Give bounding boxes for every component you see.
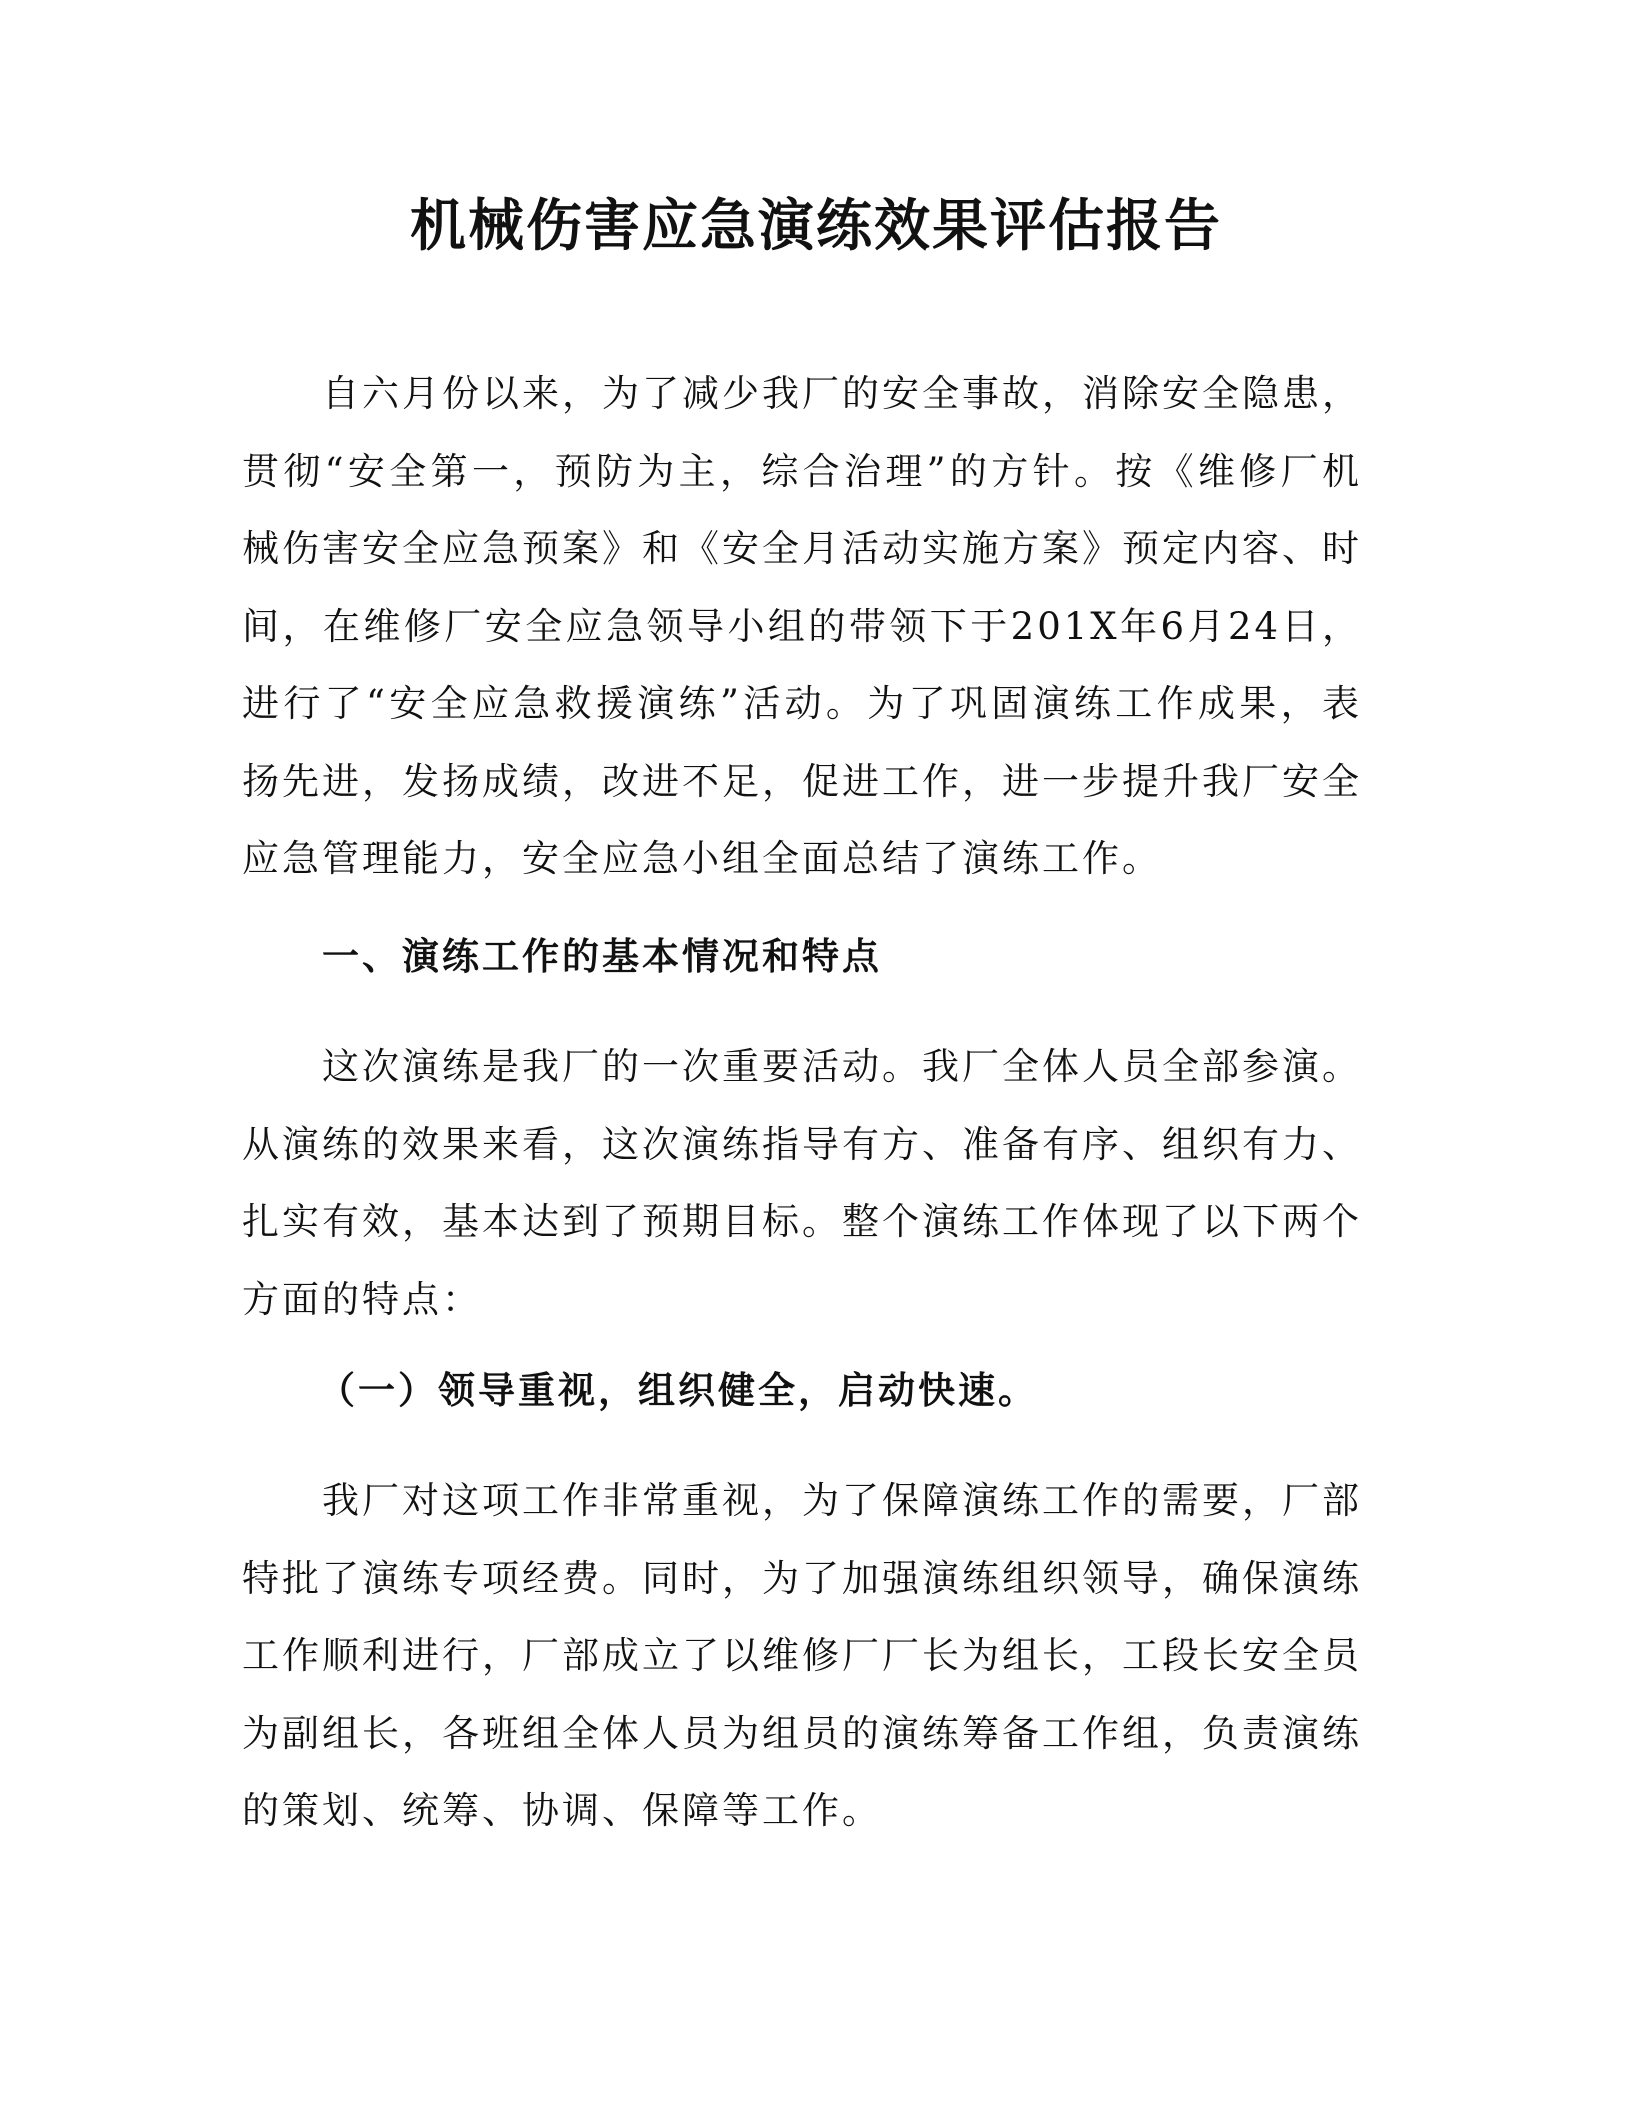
paragraph-overview: 这次演练是我厂的一次重要活动。我厂全体人员全部参演。从演练的效果来看，这次演练指导有方、准备有序、组织有力、扎实有效，基本达到了预期目标。整个演练工作体现了以下两个方面的特点： (242, 1045, 1362, 1321)
paragraph-leadership: 我厂对这项工作非常重视，为了保障演练工作的需要，厂部特批了演练专项经费。同时，为了加强演练组织领导，确保演练工作顺利进行，厂部成立了以维修厂厂长为组长，工段长安全员为副组长，各班组全体人员为组员的演练筹备工作组，负责演练的策划、统筹、协调、保障等工作。 (242, 1479, 1362, 1832)
paragraph-intro: 自六月份以来，为了减少我厂的安全事故，消除安全隐患，贯彻“安全第一，预防为主，综合治理”的方针。按《维修厂机械伤害安全应急预案》和《安全月活动实施方案》预定内容、时间，在维修厂安全应急领导小组的带领下于201X年6月24日，进行了“安全应急救援演练”活动。为了巩固演练工作成果，表扬先进，发扬成绩，改进不足，促进工作，进一步提升我厂安全应急管理能力，安全应急小组全面总结了演练工作。 (242, 372, 1362, 880)
subsection-heading-1: （一）领导重视，组织健全，启动快速。 (318, 1368, 1038, 1412)
section-heading-1: 一、演练工作的基本情况和特点 (322, 934, 882, 978)
document-title: 机械伤害应急演练效果评估报告 (410, 193, 1222, 259)
